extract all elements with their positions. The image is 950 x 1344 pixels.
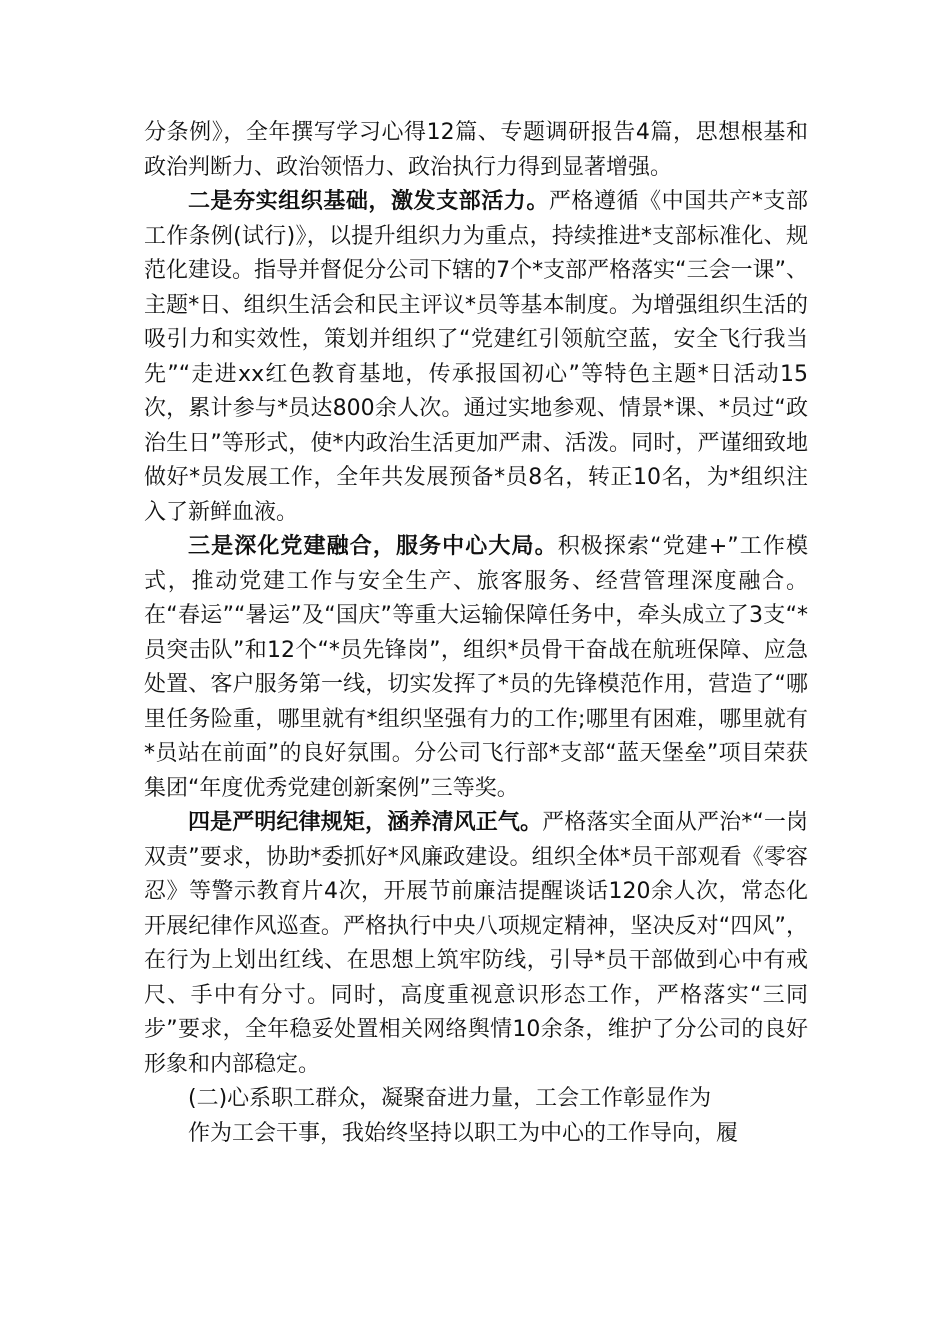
paragraph-union-intro: [144, 1117, 808, 1152]
paragraph-party-integration: [144, 530, 808, 806]
paragraph-text: 积极探索“党建+”工作模式，推动党建工作与安全生产、旅客服务、经营管理深度融合。在“春运”“暑运”及“国庆”等重大运输保障任务中，牵头成立了3支“*员突击队”和12个“*员先锋岗”，组织*员骨干奋战在航班保障、应急处置、客户服务第一线，切实发挥了*员的先锋模范作用，营造了“哪里任务险重，哪里就有*组织坚强有力的工作;哪里有困难，哪里就有*员站在前面”的良好氛围。分公司飞行部*支部“蓝天堡垒”项目荣获集团“年度优秀党建创新案例”三等奖。: [144, 534, 808, 801]
paragraph-text: 严格落实全面从严治*“一岗双责”要求，协助*委抓好*风廉政建设。组织全体*员干部观看《零容忍》等警示教育片4次，开展节前廉洁提醒谈话120余人次，常态化开展纪律作风巡查。严格执行中央八项规定精神，坚决反对“四风”，在行为上划出红线、在思想上筑牢防线，引导*员干部做到心中有戒尺、手中有分寸。同时，高度重视意识形态工作，严格落实“三同步”要求，全年稳妥处置相关网络舆情10余条，维护了分公司的良好形象和内部稳定。: [144, 810, 808, 1077]
paragraph-text: 严格遵循《中国共产*支部工作条例(试行)》，以提升组织力为重点，持续推进*支部标准化、规范化建设。指导并督促分公司下辖的7个*支部严格落实“三会一课”、主题*日、组织生活会和民主评议*员等基本制度。为增强组织生活的吸引力和实效性，策划并组织了“党建红引领航空蓝，安全飞行我当先”“走进xx红色教育基地，传承报国初心”等特色主题*日活动15次，累计参与*员达800余人次。通过实地参观、情景*课、*员过“政治生日”等形式，使*内政治生活更加严肃、活泼。同时，严谨细致地做好*员发展工作，全年共发展预备*员8名，转正10名，为*组织注入了新鲜血液。: [144, 189, 808, 525]
paragraph-lead: 四是严明纪律规矩，涵养清风正气。: [188, 810, 543, 835]
paragraph-text: 作为工会干事，我始终坚持以职工为中心的工作导向，履: [188, 1120, 739, 1146]
paragraph-organization-foundation: [144, 185, 808, 530]
document-body: [144, 116, 808, 1151]
paragraph-study-summary: [144, 116, 808, 185]
paragraph-discipline: [144, 806, 808, 1082]
paragraph-text: 分条例》，全年撰写学习心得12篇、专题调研报告4篇，思想根基和政治判断力、政治领悟力、政治执行力得到显著增强。: [144, 120, 808, 180]
paragraph-lead: 二是夯实组织基础，激发支部活力。: [188, 189, 549, 214]
section-heading-union-work: [144, 1082, 808, 1117]
paragraph-lead: 三是深化党建融合，服务中心大局。: [188, 534, 558, 559]
paragraph-text: (二)心系职工群众，凝聚奋进力量，工会工作彰显作为: [188, 1086, 712, 1111]
